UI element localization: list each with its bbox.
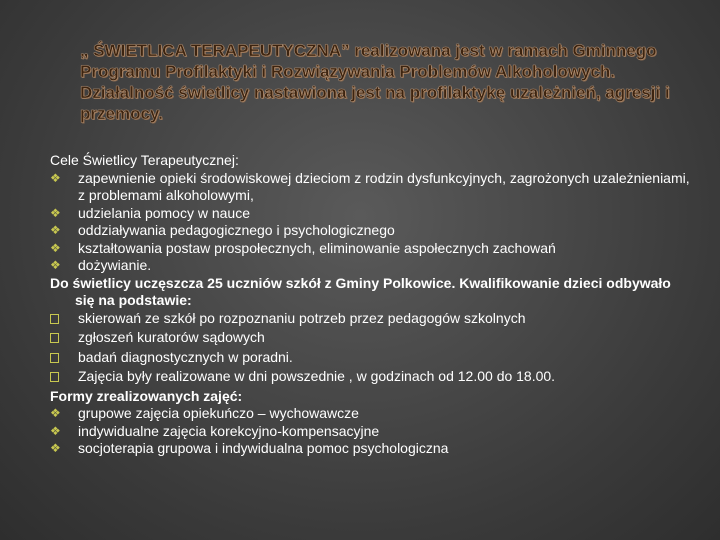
box-bullet-icon xyxy=(50,349,78,369)
list-item xyxy=(50,440,690,458)
slide-content xyxy=(50,152,690,458)
diamond-bullet-icon: ❖ xyxy=(50,223,61,237)
list-item xyxy=(50,310,690,330)
list-item xyxy=(50,349,690,369)
qualification-list xyxy=(50,310,690,388)
list-item xyxy=(50,222,690,240)
list-item xyxy=(50,329,690,349)
list-item xyxy=(50,368,690,388)
list-item-text: skierowań ze szkół po rozpoznaniu potrzeb przez pedagogów szkolnych xyxy=(78,309,526,326)
list-item-text: socjoterapia grupowa i indywidualna pomoc psychologiczna xyxy=(78,440,449,456)
goals-list xyxy=(50,170,690,275)
list-item-text: dożywianie. xyxy=(78,257,152,273)
list-item xyxy=(50,405,690,423)
diamond-bullet-icon: ❖ xyxy=(50,441,61,455)
diamond-bullet-icon: ❖ xyxy=(50,170,61,185)
section-heading-qualification xyxy=(50,275,690,310)
diamond-bullet-icon: ❖ xyxy=(50,423,61,438)
list-item-text: grupowe zajęcia opiekuńczo – wychowawcze xyxy=(78,405,359,421)
list-item xyxy=(50,240,690,258)
list-item-text: indywidualne zajęcia korekcyjno-kompensacyjne xyxy=(78,422,380,439)
slide-title: „ ŚWIETLICA TERAPEUTYCZNA” realizowana jest w ramach Gminnego Programu Profilaktyki i Rozwiązywania Problemów Alkoholowych. Działalność świetlicy nastawiona jest na profilaktykę uzależnień, agresji i przemocy. xyxy=(80,41,670,123)
list-item-text: zapewnienie opieki środowiskowej dzieciom z rodzin dysfunkcyjnych, zagrożonych uzależnieniami, z problemami alkoholowymi, xyxy=(78,169,690,203)
list-item-text: udzielania pomocy w nauce xyxy=(78,204,250,221)
diamond-bullet-icon: ❖ xyxy=(50,406,61,420)
diamond-bullet-icon: ❖ xyxy=(50,240,61,255)
diamond-bullet-icon: ❖ xyxy=(50,205,61,220)
box-bullet-icon xyxy=(50,368,78,388)
list-item xyxy=(50,423,690,441)
list-item-text: kształtowania postaw prospołecznych, eliminowanie aspołecznych zachowań xyxy=(78,239,556,256)
forms-list xyxy=(50,405,690,458)
list-item-text: oddziaływania pedagogicznego i psychologicznego xyxy=(78,222,395,238)
section-heading-goals: Cele Świetlicy Terapeutycznej: xyxy=(50,152,239,168)
box-bullet-icon xyxy=(50,310,78,330)
list-item xyxy=(50,257,690,275)
diamond-bullet-icon: ❖ xyxy=(50,258,61,272)
list-item-text: badań diagnostycznych w poradni. xyxy=(78,348,293,365)
list-item xyxy=(50,205,690,223)
list-item xyxy=(50,170,690,205)
section-heading-forms: Formy zrealizowanych zajęć: xyxy=(50,387,243,404)
list-item-text: zgłoszeń kuratorów sądowych xyxy=(78,329,265,345)
list-item-text: Zajęcia były realizowane w dni powszednie , w godzinach od 12.00 do 18.00. xyxy=(78,368,556,384)
box-bullet-icon xyxy=(50,329,78,349)
qualification-heading-text: Do świetlicy uczęszcza 25 uczniów szkół z Gminy Polkowice. Kwalifikowanie dzieci odbywało się na podstawie: xyxy=(50,274,671,308)
